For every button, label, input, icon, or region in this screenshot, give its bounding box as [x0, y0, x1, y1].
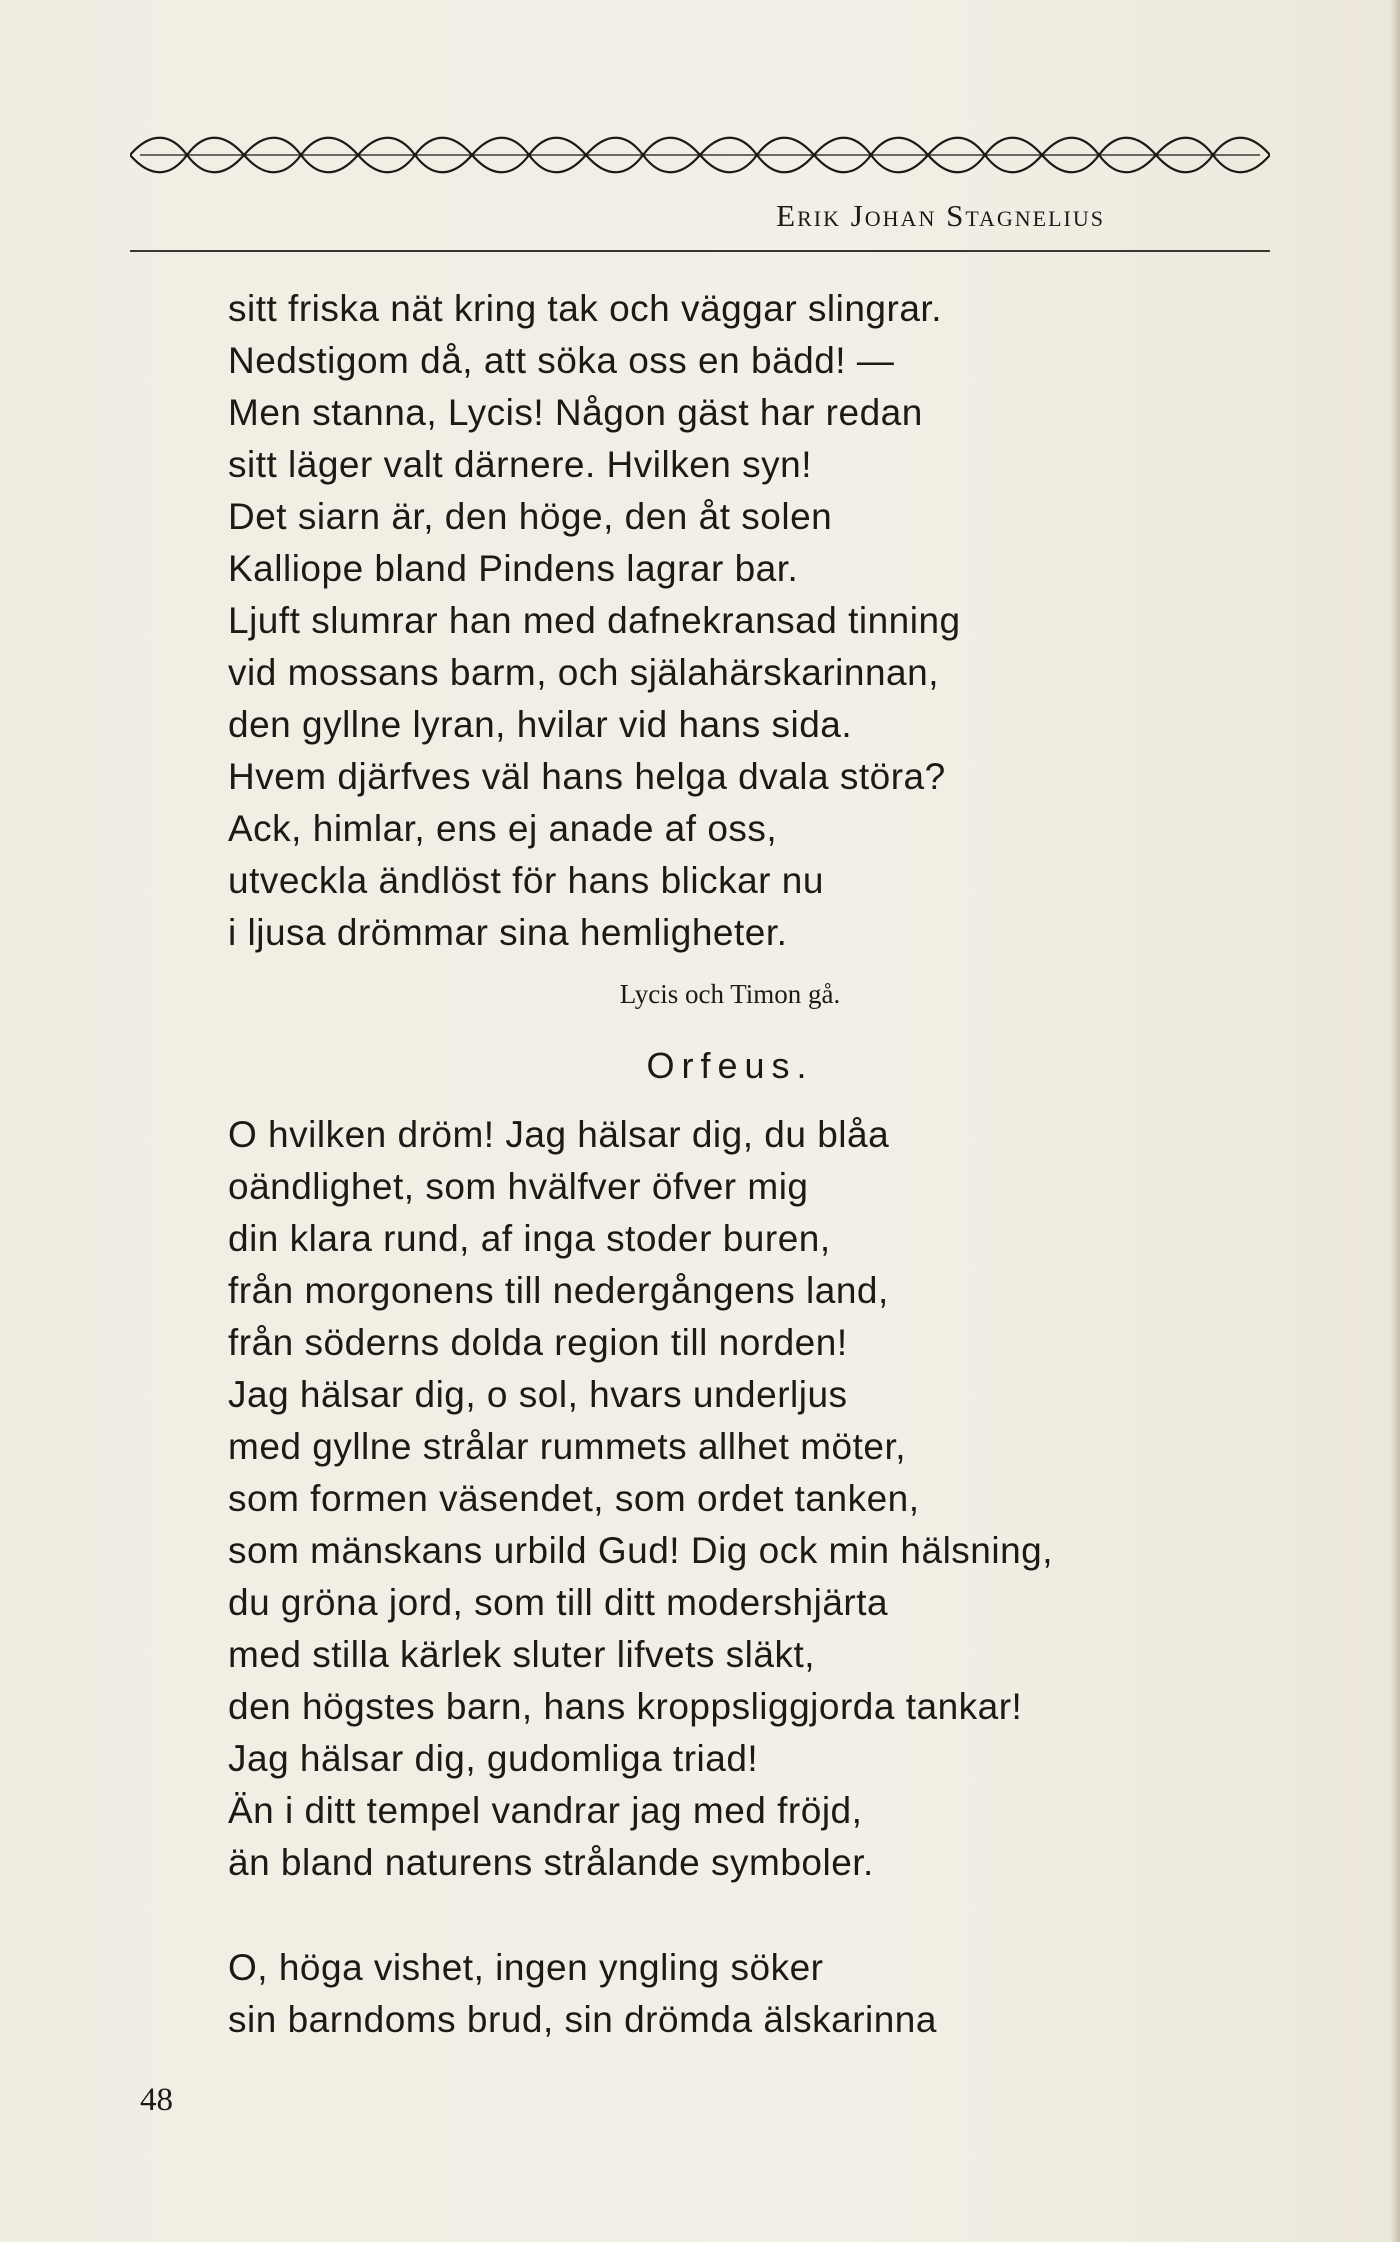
- verse-line: Än i ditt tempel vandrar jag med fröjd,: [228, 1790, 863, 1831]
- verse-line: du gröna jord, som till ditt modershjärta: [228, 1582, 889, 1623]
- verse-line: Jag hälsar dig, gudomliga triad!: [228, 1738, 759, 1779]
- verse-line: Men stanna, Lycis! Någon gäst har redan: [228, 392, 923, 433]
- verse-line: sitt läger valt därnere. Hvilken syn!: [228, 444, 813, 485]
- verse-line: sin barndoms brud, sin drömda älskarinna: [228, 1999, 937, 2040]
- page-number: 48: [140, 2082, 173, 2118]
- verse-line: O, höga vishet, ingen yngling söker: [228, 1947, 824, 1988]
- verse-line: Jag hälsar dig, o sol, hvars underljus: [228, 1374, 848, 1415]
- verse-line: Det siarn är, den höge, den åt solen: [228, 496, 833, 537]
- verse-line: vid mossans barm, och själahärskarinnan,: [228, 652, 939, 693]
- verse-line: Kalliope bland Pindens lagrar bar.: [228, 548, 799, 589]
- verse-line: som mänskans urbild Gud! Dig ock min hälsning,: [228, 1530, 1054, 1571]
- verse-line: i ljusa drömmar sina hemligheter.: [228, 912, 788, 953]
- verse-block-orfeus: [228, 1109, 1258, 1889]
- verse-block-final: [228, 1942, 1258, 2046]
- verse-line: den högstes barn, hans kroppsliggjorda tankar!: [228, 1686, 1023, 1727]
- stage-direction: Lycis och Timon gå.: [619, 979, 841, 1009]
- verse-line: med gyllne strålar rummets allhet möter,: [228, 1426, 907, 1467]
- page-edge-shadow: [1390, 0, 1400, 2242]
- verse-line: den gyllne lyran, hvilar vid hans sida.: [228, 704, 853, 745]
- verse-line: utveckla ändlöst för hans blickar nu: [228, 860, 824, 901]
- speaker-name: Orfeus.: [646, 1045, 814, 1086]
- verse-line: från söderns dolda region till norden!: [228, 1322, 848, 1363]
- verse-line: din klara rund, af inga stoder buren,: [228, 1218, 831, 1259]
- verse-line: Hvem djärfves väl hans helga dvala störa?: [228, 756, 946, 797]
- verse-line: sitt friska nät kring tak och väggar slingrar.: [228, 288, 942, 329]
- verse-line: från morgonens till nedergångens land,: [228, 1270, 889, 1311]
- verse-line: Ljuft slumrar han med dafnekransad tinning: [228, 600, 961, 641]
- verse-line: oändlighet, som hvälfver öfver mig: [228, 1166, 809, 1207]
- verse-block-opening: [228, 283, 1258, 959]
- decorative-knot-border: [130, 130, 1270, 180]
- verse-line: Nedstigom då, att söka oss en bädd! —: [228, 340, 895, 381]
- running-head: Erik Johan Stagnelius: [776, 198, 1105, 233]
- verse-line: som formen väsendet, som ordet tanken,: [228, 1478, 920, 1519]
- header-rule: [130, 250, 1270, 252]
- verse-line: Ack, himlar, ens ej anade af oss,: [228, 808, 778, 849]
- verse-line: än bland naturens strålande symboler.: [228, 1842, 874, 1883]
- verse-line: med stilla kärlek sluter lifvets släkt,: [228, 1634, 816, 1675]
- verse-line: O hvilken dröm! Jag hälsar dig, du blåa: [228, 1114, 890, 1155]
